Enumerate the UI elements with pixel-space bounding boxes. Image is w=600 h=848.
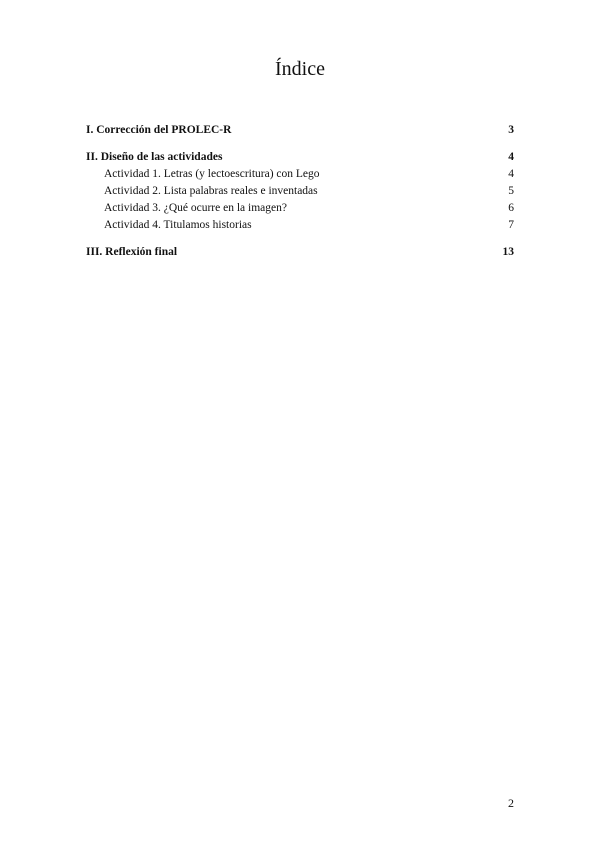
toc-subentry-page: 4: [508, 168, 514, 180]
toc-entry-page: 13: [502, 246, 514, 258]
toc-entry[interactable]: [86, 149, 514, 166]
toc-subentry[interactable]: [86, 200, 514, 217]
toc-entry[interactable]: [86, 122, 514, 139]
toc-spacer: [86, 139, 514, 149]
toc-entry-label: I. Corrección del PROLEC-R: [86, 124, 232, 136]
toc-subentry[interactable]: [86, 217, 514, 234]
toc-entry-label: III. Reflexión final: [86, 246, 178, 258]
toc-entry-page: 3: [508, 124, 514, 136]
toc-subentry-page: 5: [508, 185, 514, 197]
toc-subentry[interactable]: [86, 183, 514, 200]
toc-section-2: [86, 149, 514, 234]
toc-entry-label: II. Diseño de las actividades: [86, 151, 223, 163]
toc-subentry[interactable]: [86, 166, 514, 183]
toc-subentry-label: Actividad 2. Lista palabras reales e inventadas: [104, 185, 318, 197]
toc-entry[interactable]: [86, 244, 514, 261]
toc-section-3: [86, 244, 514, 261]
toc-subentry-label: Actividad 1. Letras (y lectoescritura) con Lego: [104, 168, 320, 180]
toc-subentry-label: Actividad 3. ¿Qué ocurre en la imagen?: [104, 202, 287, 214]
page-title: Índice: [275, 58, 325, 80]
toc-spacer: [86, 234, 514, 244]
toc-entry-page: 4: [508, 151, 514, 163]
page-number: 2: [508, 796, 514, 810]
toc-section-1: [86, 122, 514, 139]
table-of-contents: [86, 122, 514, 261]
toc-subentry-page: 7: [508, 219, 514, 231]
toc-subentry-page: 6: [508, 202, 514, 214]
toc-subentry-label: Actividad 4. Titulamos historias: [104, 219, 252, 231]
